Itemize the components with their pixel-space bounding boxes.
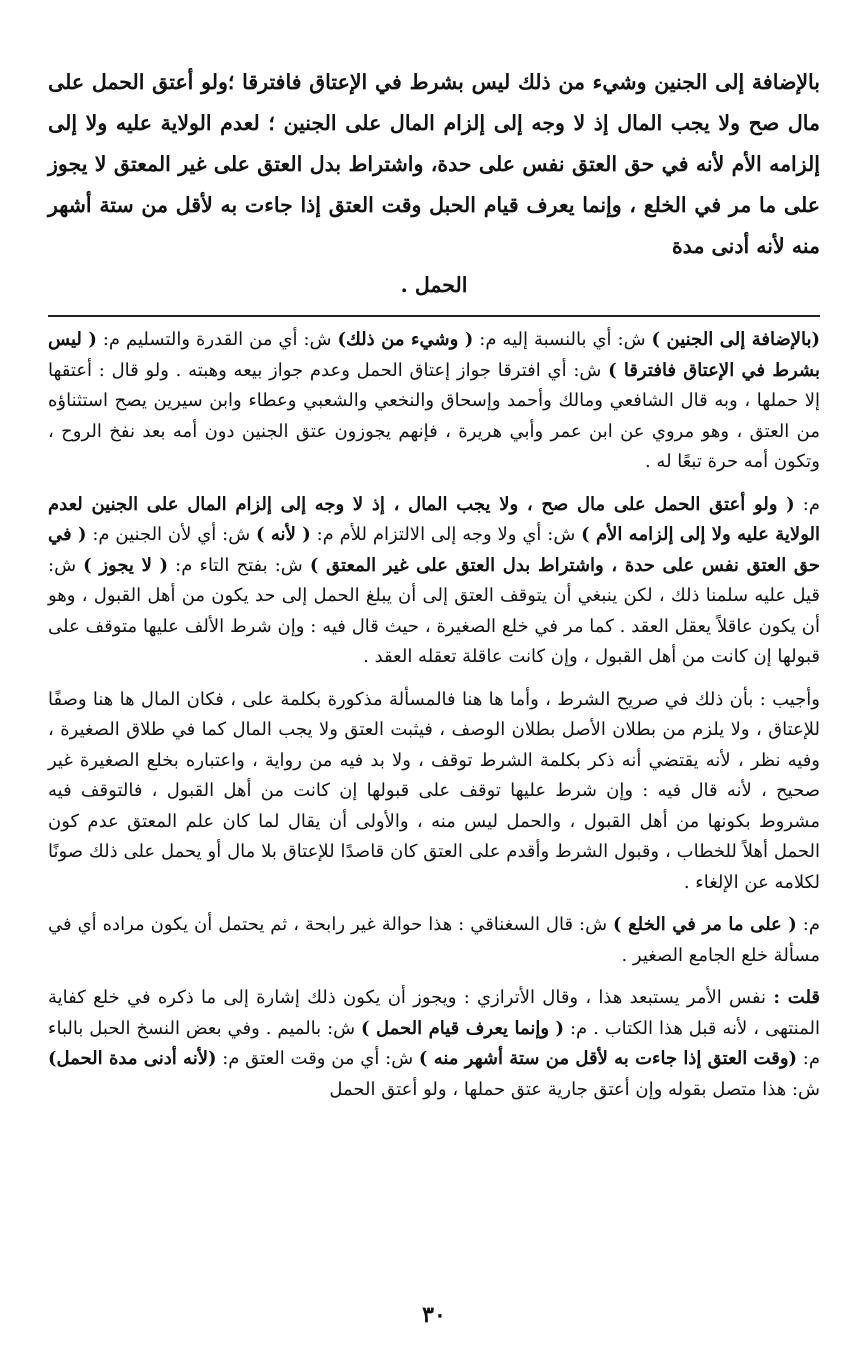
commentary-paragraph-2 [48, 490, 820, 673]
section-divider [48, 315, 820, 317]
commentary-text: م: ( على ما مر في الخلع ) ش: قال السغناقي : هذا حوالة غير رابحة ، ثم يحتمل أن يكون مراده أي في مسألة خلع الجامع الصغير . [48, 914, 820, 966]
commentary-text: قلت : نفس الأمر يستبعد هذا ، وقال الأترازي : ويجوز أن يكون ذلك إشارة إلى ما ذكره في خلع كفاية المنتهى ، لأنه قبل هذا الكتاب . م: ( وإنما يعرف قيام الحمل ) ش: بالميم . وفي بعض النسخ الحبل بالباء م: (وقت العتق إذا جاءت به لأقل من ستة أشهر منه ) ش: أي من وقت العتق م: (لأنه أدنى مدة الحمل) ش: هذا متصل بقوله وإن أعتق جارية عتق حملها ، ولو أعتق الحمل [48, 987, 821, 1100]
commentary-paragraph-1 [48, 325, 820, 478]
commentary-text: (بالإضافة إلى الجنين ) ش: أي بالنسبة إليه م: ( وشيء من ذلك) ش: أي من القدرة والتسليم م: ( ليس بشرط في الإعتاق فافترقا ) ش: أي افترقا جواز إعتاق الحمل وعدم جواز بيعه وهبته . ولو قال : أعتقها إلا حملها ، وبه قال الشافعي ومالك وأحمد وإسحاق والنخعي والشعبي وعطاء وابن سيرين يصح استثناؤه من العتق ، وهو مروي عن ابن عمر وأبي هريرة ، فإنهم يجوزون عتق الجنين دون أمه بعد نفخ الروح ، وتكون أمه حرة تبعًا له . [48, 329, 821, 472]
matn-text: بالإضافة إلى الجنين وشيء من ذلك ليس بشرط في الإعتاق فافترقا ؛ولو أعتق الحمل على مال صح ولا يجب المال إذ لا وجه إلى إلزام المال على الجنين ؛ لعدم الولاية عليه ولا إلى إلزامه الأم لأنه في حق العتق نفس على حدة، واشتراط بدل العتق على غير المعتق لا يجوز على ما مر في الخلع ، وإنما يعرف قيام الحبل وقت العتق إذا جاءت به لأقل من ستة أشهر منه لأنه أدنى مدة [48, 70, 820, 258]
page-number: ٣٠ [422, 1302, 446, 1328]
commentary-text: وأجيب : بأن ذلك في صريح الشرط ، وأما ها هنا فالمسألة مذكورة بكلمة على ، فكان المال ها هنا وصفًا للإعتاق ، ولا يلزم من بطلان الأصل بطلان الوصف ، فيثبت العتق ولا يجب المال كما في طلاق الصغيرة ، وفيه نظر ، لأنه يقتضي أنه ذكر بكلمة الشرط توقف ، ولا بد فيه من رواية ، واعتباره بخلع الصغيرة غير صحيح ، لأنه قال فيه : وإن شرط عليها توقف على قبولها إن كانت من أهل القبول ، فالتوقف فيه مشروط بكونها من أهل القبول ، والحمل ليس منه ، والأولى أن يقال لما كان علم المعتق عدم كون الحمل أهلاً للخطاب ، وقبول الشرط وأقدم على العتق كان قاصدًا للإعتاق بلا مال أو يحمل على ذلك صونًا لكلامه عن الإلغاء . [48, 688, 820, 893]
commentary-paragraph-4 [48, 910, 820, 971]
matn-last-line: الحمل . [400, 273, 468, 297]
commentary-text: م: ( ولو أعتق الحمل على مال صح ، ولا يجب المال ، إذ لا وجه إلى إلزام المال على الجنين لعدم الولاية عليه ولا إلى إلزامه الأم ) ش: أي ولا وجه إلى الالتزام للأم م: ( لأنه ) ش: أي لأن الجنين م: ( في حق العتق نفس على حدة ، واشتراط بدل العتق على غير المعتق ) ش: بفتح التاء م: ( لا يجوز ) ش: قيل عليه سلمنا ذلك ، لكن ينبغي أن يتوقف العتق إلى أن يبلغ الحمل إلى حد يكون من أهل القبول ، وهو أن يكون عاقلاً يعقل العقد . كما مر في خلع الصغيرة ، حيث قال فيه : وإن شرط الألف عليها متوقف على قبولها إن كانت من أهل القبول ، وإن كانت عاقلة تعقله العقد . [48, 493, 821, 667]
commentary-paragraph-3 [48, 685, 820, 899]
commentary-paragraph-5 [48, 983, 820, 1105]
